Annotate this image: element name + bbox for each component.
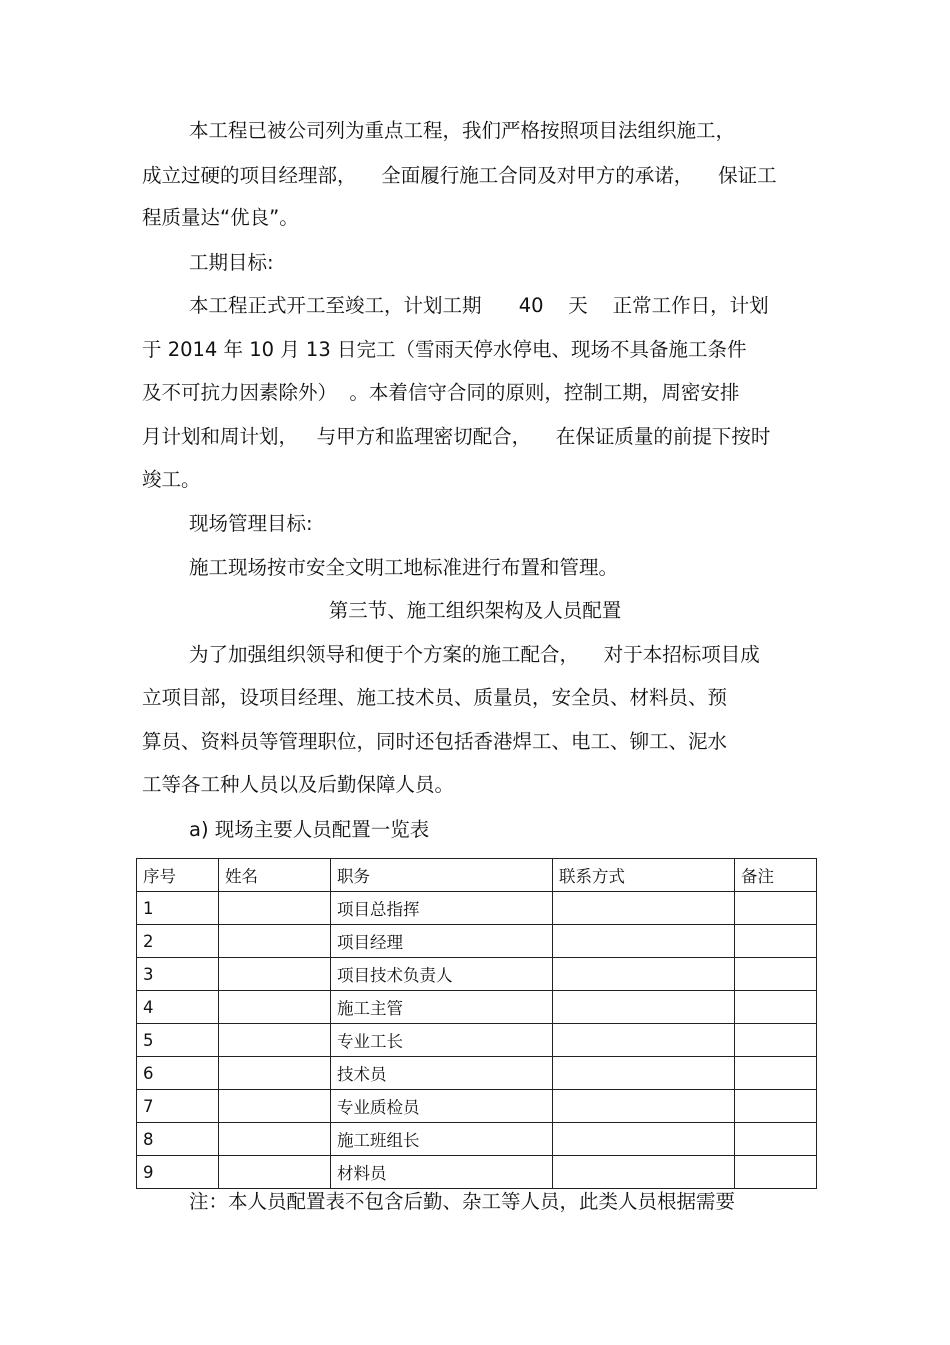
table-cell <box>219 925 331 958</box>
table-header-cell: 职务 <box>331 859 553 892</box>
paragraph-line: 及不可抗力因素除外） 。本着信守合同的原则，控制工期，周密安排 <box>142 381 740 404</box>
table-cell: 施工班组长 <box>331 1123 553 1156</box>
table-cell <box>735 991 817 1024</box>
paragraph-line: 立项目部，设项目经理、施工技术员、质量员，安全员、材料员、预 <box>142 686 728 709</box>
table-cell <box>219 958 331 991</box>
table-header-cell: 备注 <box>735 859 817 892</box>
table-cell: 7 <box>137 1090 219 1123</box>
paragraph-line: 本工程已被公司列为重点工程，我们严格按照项目法组织施工， <box>189 119 736 142</box>
table-row <box>137 1123 817 1156</box>
table-cell <box>553 1024 735 1057</box>
table-row <box>137 1156 817 1189</box>
table-cell: 5 <box>137 1024 219 1057</box>
table-cell <box>553 1090 735 1123</box>
paragraph-line: 程质量达“优良”。 <box>142 206 299 229</box>
table-row <box>137 925 817 958</box>
table-cell <box>553 1123 735 1156</box>
table-row <box>137 1057 817 1090</box>
paragraph-line: 月计划和周计划， 与甲方和监理密切配合， 在保证质量的前提下按时 <box>142 425 771 448</box>
paragraph-line: 成立过硬的项目经理部， 全面履行施工合同及对甲方的承诺， 保证工 <box>142 164 777 187</box>
table-header-row <box>137 859 817 892</box>
table-cell: 施工主管 <box>331 991 553 1024</box>
table-cell <box>553 991 735 1024</box>
table-note: 注：本人员配置表不包含后勤、杂工等人员，此类人员根据需要 <box>189 1190 736 1213</box>
table-cell: 项目总指挥 <box>331 892 553 925</box>
table-cell: 9 <box>137 1156 219 1189</box>
table-row <box>137 1024 817 1057</box>
paragraph-line: 本工程正式开工至竣工，计划工期 40 天 正常工作日，计划 <box>189 294 769 317</box>
paragraph-line: 于 2014 年 10 月 13 日完工（雪雨天停水停电、现场不具备施工条件 <box>142 338 747 361</box>
table-cell: 材料员 <box>331 1156 553 1189</box>
table-header-cell: 姓名 <box>219 859 331 892</box>
table-cell <box>553 892 735 925</box>
table-cell: 1 <box>137 892 219 925</box>
table-row <box>137 1090 817 1123</box>
table-cell: 3 <box>137 958 219 991</box>
table-cell <box>735 958 817 991</box>
paragraph-line: 算员、资料员等管理职位，同时还包括香港焊工、电工、铆工、泥水 <box>142 730 728 753</box>
section-title: 第三节、施工组织架构及人员配置 <box>328 599 622 622</box>
table-cell <box>219 1156 331 1189</box>
paragraph-line: 施工现场按市安全文明工地标准进行布置和管理。 <box>189 556 619 579</box>
table-cell <box>219 1024 331 1057</box>
paragraph-line: 工等各工种人员以及后勤保障人员。 <box>142 773 455 796</box>
table-header-cell: 联系方式 <box>553 859 735 892</box>
table-cell <box>553 1057 735 1090</box>
table-cell <box>735 892 817 925</box>
table-header-cell: 序号 <box>137 859 219 892</box>
table-cell <box>735 1057 817 1090</box>
table-caption: a) 现场主要人员配置一览表 <box>189 818 430 841</box>
table-cell: 4 <box>137 991 219 1024</box>
table-cell <box>735 1090 817 1123</box>
table-cell: 6 <box>137 1057 219 1090</box>
table-cell <box>735 1024 817 1057</box>
table-cell <box>735 1156 817 1189</box>
table-cell: 项目技术负责人 <box>331 958 553 991</box>
staff-table-body <box>137 859 817 1189</box>
table-cell: 8 <box>137 1123 219 1156</box>
table-row <box>137 958 817 991</box>
table-cell: 专业工长 <box>331 1024 553 1057</box>
table-row <box>137 991 817 1024</box>
paragraph-line: 竣工。 <box>142 468 201 491</box>
table-cell <box>553 958 735 991</box>
table-cell <box>553 925 735 958</box>
table-cell: 2 <box>137 925 219 958</box>
table-cell <box>219 892 331 925</box>
table-cell <box>219 1057 331 1090</box>
table-cell: 技术员 <box>331 1057 553 1090</box>
table-cell <box>735 1123 817 1156</box>
staff-table <box>136 858 817 1189</box>
table-row <box>137 892 817 925</box>
table-cell <box>219 1090 331 1123</box>
table-cell <box>219 1123 331 1156</box>
table-cell: 项目经理 <box>331 925 553 958</box>
table-cell: 专业质检员 <box>331 1090 553 1123</box>
heading-schedule: 工期目标: <box>189 251 274 274</box>
paragraph-line: 为了加强组织领导和便于个方案的施工配合， 对于本招标项目成 <box>189 643 760 666</box>
heading-site: 现场管理目标: <box>189 512 313 535</box>
table-cell <box>219 991 331 1024</box>
table-cell <box>735 925 817 958</box>
table-cell <box>553 1156 735 1189</box>
